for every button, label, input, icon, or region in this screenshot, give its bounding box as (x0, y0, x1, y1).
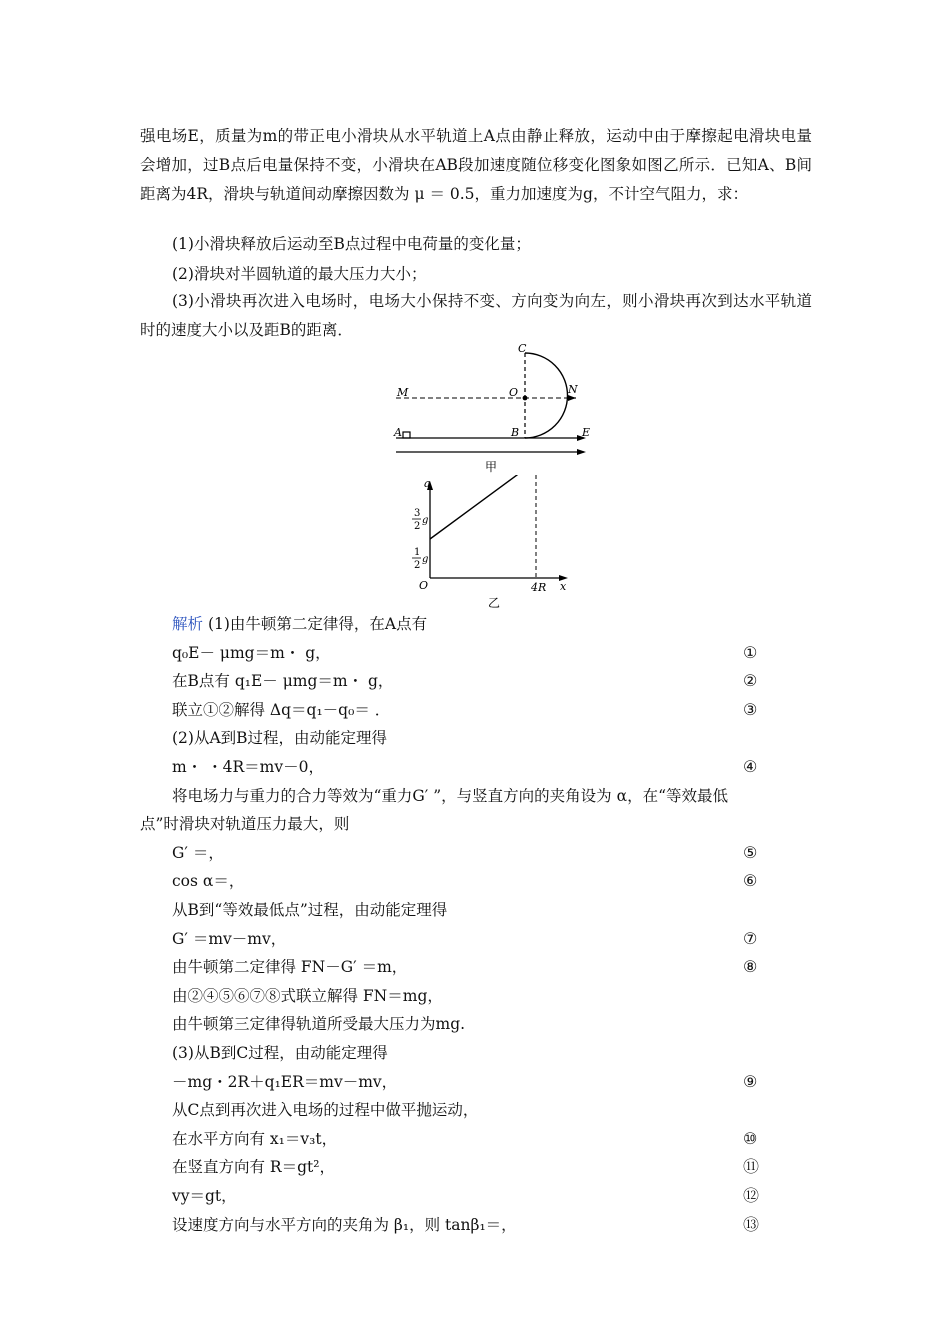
solution-line (172, 957, 407, 977)
solution-text: －mg・2R＋q₁ER＝mv－mv， (172, 1072, 398, 1091)
solution-text: 从B到“等效最低点”过程，由动能定理得 (172, 901, 448, 919)
y-tick-high-den: 2 (414, 521, 421, 532)
y-axis-label: a (424, 477, 431, 490)
solution-line (172, 900, 447, 920)
caption-jia: 甲 (485, 460, 498, 474)
solution-line (172, 1072, 397, 1092)
question-3: (3)小滑块再次进入电场时，电场大小保持不变、方向变为向左，则小滑块再次到达水平轨道时的速度大小以及距B的距离． (140, 292, 812, 339)
solution-line (172, 1129, 337, 1149)
solution-line (172, 1186, 237, 1206)
equation-number: ④ (743, 757, 758, 776)
equation-number: ⑨ (743, 1071, 758, 1091)
solution-line (172, 728, 387, 748)
solution-text: m・ ・4R＝mv－0， (172, 758, 324, 776)
question-2: (2)滑块对半圆轨道的最大压力大小； (172, 265, 427, 283)
solution-text: 在B点有 q₁E－ μmg＝m・ g， (172, 672, 394, 691)
series-line (430, 475, 536, 539)
solution-line (172, 614, 427, 634)
solution-text: G′ ＝， (172, 843, 224, 862)
equation-number: ⑧ (743, 957, 758, 977)
solution-text: 设速度方向与水平方向的夹角为 β₁，则 tanβ₁＝， (172, 1215, 517, 1234)
solution-text: (2)从A到B过程，由动能定理得 (172, 729, 388, 748)
solution-line (172, 843, 224, 863)
equation-number: ③ (743, 699, 758, 719)
equation-number: ② (743, 671, 758, 691)
solution-line (172, 871, 244, 891)
problem-intro: 强电场E，质量为m的带正电小滑块从水平轨道上A点由静止释放，运动中由于摩擦起电滑块电量会增加，过B点后电量保持不变，小滑块在AB段加速度随位移变化图象如图乙所示．已知A、B间距离为4R，滑块与轨道间动摩擦因数为 μ ＝ 0.5，重力加速度为g，不计空气阻力，求： (140, 127, 812, 203)
figure-jia (380, 340, 610, 480)
solution-text: 在水平方向有 x₁＝v₃t， (172, 1129, 338, 1148)
solution-line (172, 1100, 478, 1120)
solution-text: vy＝gt， (172, 1187, 237, 1205)
solution-text: (3)从B到C过程，由动能定理得 (172, 1044, 388, 1062)
solution-text: q₀E－ μmg＝m・ g， (172, 643, 331, 662)
equation-number: ⑤ (743, 842, 758, 862)
y-tick-high-num: 3 (414, 508, 421, 519)
label-o: O (509, 386, 519, 399)
y-tick-low-den: 2 (414, 560, 421, 571)
solution-line (172, 1157, 335, 1177)
y-tick-low-unit: g (422, 554, 429, 565)
y-tick-low-num: 1 (414, 547, 421, 558)
solution-line (172, 1043, 388, 1063)
equation-number: ⑦ (743, 928, 758, 948)
equation-number: ① (743, 642, 758, 662)
y-tick-high-unit: g (422, 515, 429, 526)
equation-number: ⑥ (743, 871, 758, 891)
solution-line (172, 1215, 517, 1235)
x-axis-label: x (560, 580, 567, 593)
solution-text: 由牛顿第二定律得 FN－G′ ＝m， (172, 958, 408, 977)
label-m: M (397, 386, 409, 399)
solution-line (172, 643, 331, 663)
solution-line (140, 814, 349, 834)
solution-line (172, 700, 390, 720)
solution-text: (1)由牛顿第二定律得，在A点有 (207, 615, 428, 633)
equation-number: ⑪ (743, 1157, 760, 1177)
figure-yi (400, 475, 590, 610)
question-1: (1)小滑块释放后运动至B点过程中电荷量的变化量； (172, 235, 531, 253)
solution-text: 将电场力与重力的合力等效为“重力G′ ”，与竖直方向的夹角设为 α，在“等效最低 (172, 786, 728, 805)
label-a: A (394, 426, 402, 439)
solution-line (172, 986, 443, 1006)
solution-text: 由牛顿第三定律得轨道所受最大压力为mg. (172, 1015, 466, 1034)
solution-text: 点”时滑块对轨道压力最大，则 (140, 815, 350, 834)
solution-line (172, 757, 324, 777)
label-n: N (568, 383, 578, 396)
solution-text: 在竖直方向有 R＝gt²， (172, 1158, 335, 1177)
solution-text: G′ ＝mv－mv， (172, 929, 287, 948)
solution-label: 解析 (172, 615, 204, 633)
x-tick-4r: 4R (531, 581, 547, 594)
solution-line (172, 929, 286, 949)
equation-number: ⑫ (743, 1186, 760, 1205)
solution-line (172, 1014, 465, 1034)
equation-number: ⑬ (743, 1214, 760, 1234)
caption-yi: 乙 (488, 596, 501, 610)
solution-text: 由②④⑤⑥⑦⑧式联立解得 FN＝mg， (172, 986, 443, 1005)
solution-text: cos α＝， (172, 872, 245, 891)
solution-text: 联立①②解得 Δq＝q₁－q₀＝ ． (172, 700, 391, 719)
solution-line (172, 786, 728, 806)
origin-label: O (419, 579, 429, 592)
label-e: E (582, 426, 591, 439)
solution-text: 从C点到再次进入电场的过程中做平抛运动， (172, 1101, 479, 1120)
label-b: B (511, 426, 520, 439)
solution-line (172, 671, 393, 691)
equation-number: ⑩ (743, 1128, 758, 1148)
label-c: C (518, 342, 527, 355)
